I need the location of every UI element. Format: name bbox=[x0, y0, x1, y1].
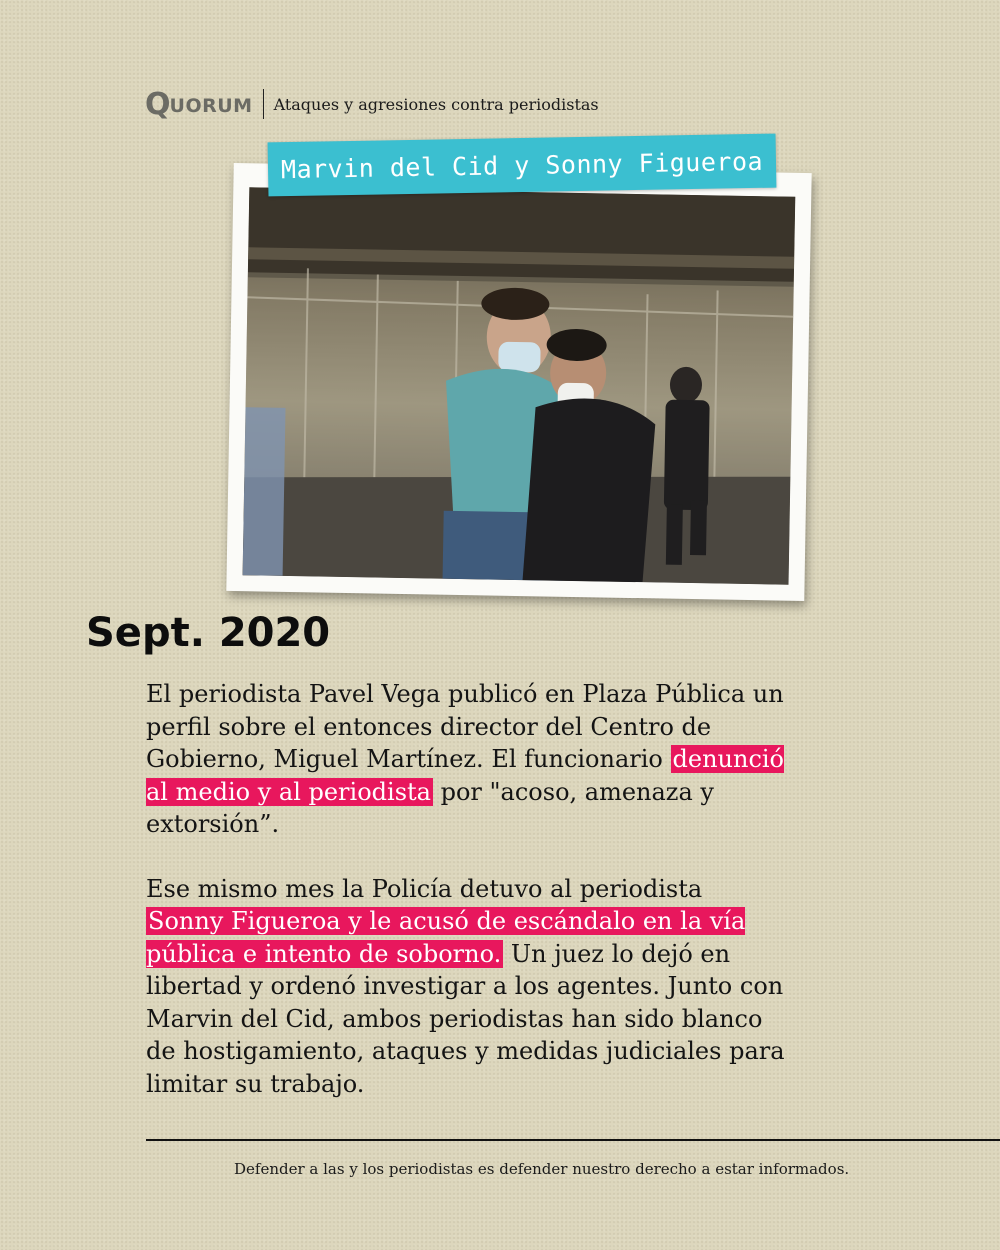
paragraph-1 bbox=[146, 678, 786, 841]
paragraph-1-highlight: denunció al medio y al periodista bbox=[146, 745, 785, 806]
photo bbox=[243, 187, 796, 584]
header-divider bbox=[263, 89, 264, 119]
paragraph-2-text-end: Un juez lo dejó en libertad y ordenó investigar a los agentes. Junto con Marvin del Cid, ambos periodistas han sido blanco de hostigamiento, ataques y medidas judiciales para limitar su trabajo. bbox=[146, 939, 785, 1098]
caption-tape bbox=[268, 134, 777, 197]
logo-q: Q bbox=[145, 86, 170, 122]
photo-illustration bbox=[243, 187, 796, 584]
header-title: Ataques y agresiones contra periodistas bbox=[273, 94, 599, 114]
footer-text: Defender a las y los periodistas es defender nuestro derecho a estar informados. bbox=[234, 1160, 850, 1178]
quorum-logo[interactable] bbox=[145, 87, 253, 122]
paragraph-2-highlight: Sonny Figueroa y le acusó de escándalo en la vía pública e intento de soborno. bbox=[146, 907, 746, 968]
photo-caption: Marvin del Cid y Sonny Figueroa bbox=[280, 146, 764, 184]
photo-frame bbox=[226, 163, 811, 601]
date-heading: Sept. 2020 bbox=[86, 610, 331, 656]
paragraph-2-text: Ese mismo mes la Policía detuvo al periodista bbox=[146, 874, 703, 903]
logo-wordmark: UORUM bbox=[169, 94, 253, 117]
footer-divider bbox=[146, 1139, 1000, 1141]
paragraph-1-text-end: por "acoso, amenaza y extorsión”. bbox=[146, 777, 714, 838]
header bbox=[145, 86, 599, 122]
paragraph-1-text: El periodista Pavel Vega publicó en Plaza Pública un perfil sobre el entonces director del Centro de Gobierno, Miguel Martínez. El funcionario bbox=[146, 680, 784, 773]
paragraph-2 bbox=[146, 873, 786, 1101]
article-body bbox=[146, 678, 786, 1100]
